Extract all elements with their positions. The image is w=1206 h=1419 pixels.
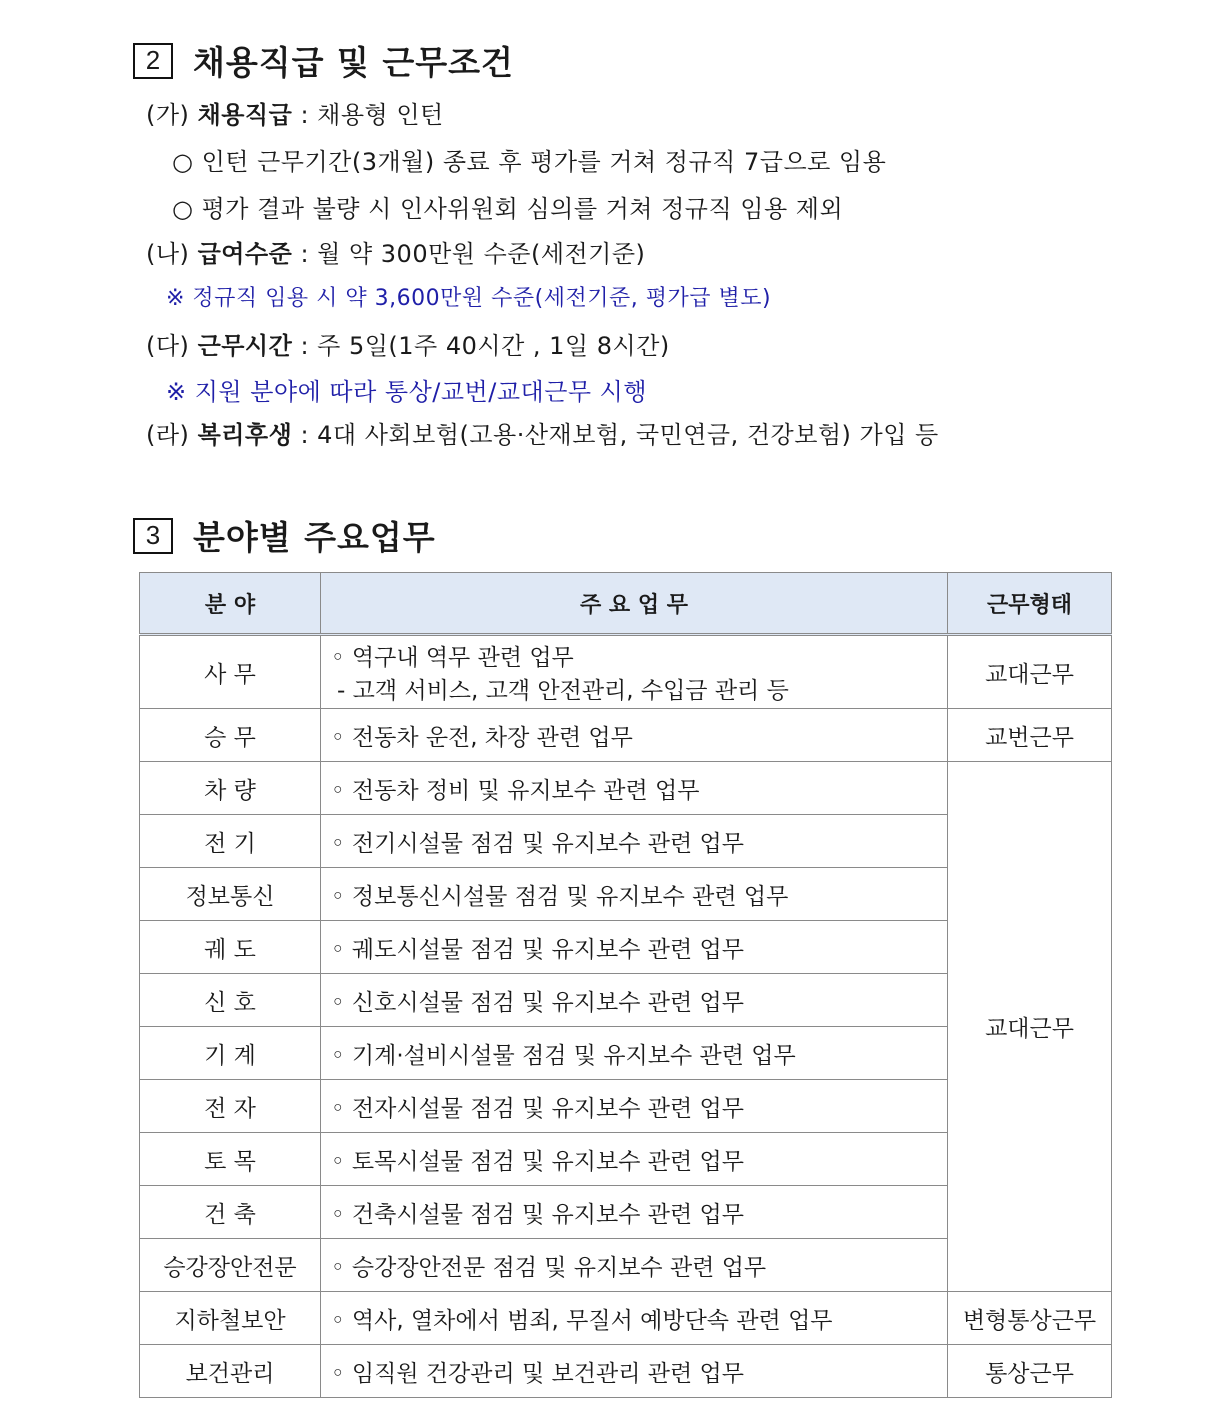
duty-cell: ◦ 임직원 건강관리 및 보건관리 관련 업무 — [321, 1345, 948, 1398]
note-shift: ※ 지원 분야에 따라 통상/교번/교대근무 시행 — [166, 378, 648, 406]
duty-cell: ◦ 신호시설물 점검 및 유지보수 관련 업무 — [321, 974, 948, 1027]
header-field: 분 야 — [140, 573, 321, 635]
item-value: 월 약 300만원 수준(세전기준) — [317, 240, 646, 268]
field-cell: 사 무 — [140, 635, 321, 709]
table-row — [140, 1345, 1112, 1398]
item-na — [146, 234, 645, 269]
duty-cell — [321, 635, 948, 709]
table-header-row — [140, 573, 1112, 635]
circle-bullet-icon: ○ — [172, 195, 194, 223]
duty-cell: ◦ 건축시설물 점검 및 유지보수 관련 업무 — [321, 1186, 948, 1239]
item-sep: : — [292, 332, 318, 360]
item-sep: : — [292, 101, 318, 129]
work-type-cell: 교대근무 — [948, 762, 1112, 1292]
duty-cell: ◦ 전자시설물 점검 및 유지보수 관련 업무 — [321, 1080, 948, 1133]
item-prefix: (가) — [146, 101, 190, 129]
field-cell: 승 무 — [140, 709, 321, 762]
duty-cell: ◦ 전기시설물 점검 및 유지보수 관련 업무 — [321, 815, 948, 868]
work-type-cell: 교번근무 — [948, 709, 1112, 762]
work-type-cell: 통상근무 — [948, 1345, 1112, 1398]
field-cell: 토 목 — [140, 1133, 321, 1186]
item-sep: : — [292, 240, 318, 268]
duty-cell: ◦ 전동차 운전, 차장 관련 업무 — [321, 709, 948, 762]
duty-cell: ◦ 기계·설비시설물 점검 및 유지보수 관련 업무 — [321, 1027, 948, 1080]
bullet-item — [172, 142, 886, 177]
header-work-type: 근무형태 — [948, 573, 1112, 635]
item-label: 근무시간 — [197, 332, 293, 360]
duty-cell: ◦ 전동차 정비 및 유지보수 관련 업무 — [321, 762, 948, 815]
item-value: 채용형 인턴 — [317, 101, 444, 129]
item-label: 복리후생 — [197, 421, 293, 449]
table-row — [140, 635, 1112, 709]
section-title: 채용직급 및 근무조건 — [193, 43, 514, 82]
field-cell: 지하철보안 — [140, 1292, 321, 1345]
work-type-cell: 교대근무 — [948, 635, 1112, 709]
item-value: 주 5일(1주 40시간 , 1일 8시간) — [317, 332, 670, 360]
work-type-cell: 변형통상근무 — [948, 1292, 1112, 1345]
section-title: 분야별 주요업무 — [193, 518, 436, 557]
field-cell: 건 축 — [140, 1186, 321, 1239]
duty-cell: ◦ 궤도시설물 점검 및 유지보수 관련 업무 — [321, 921, 948, 974]
section-number-box: 3 — [133, 518, 173, 554]
circle-bullet-icon: ○ — [172, 148, 194, 176]
item-prefix: (다) — [146, 332, 190, 360]
field-cell: 기 계 — [140, 1027, 321, 1080]
item-label: 채용직급 — [197, 101, 293, 129]
note-salary: ※ 정규직 임용 시 약 3,600만원 수준(세전기준, 평가급 별도) — [166, 286, 772, 311]
header-duty: 주 요 업 무 — [321, 573, 948, 635]
table-row — [140, 762, 1112, 815]
duty-cell: ◦ 토목시설물 점검 및 유지보수 관련 업무 — [321, 1133, 948, 1186]
item-ra — [146, 415, 939, 450]
section-2-heading — [133, 37, 514, 84]
field-cell: 전 자 — [140, 1080, 321, 1133]
field-cell: 보건관리 — [140, 1345, 321, 1398]
bullet-item — [172, 189, 843, 224]
item-label: 급여수준 — [197, 240, 293, 268]
section-number-box: 2 — [133, 43, 173, 79]
field-cell: 승강장안전문 — [140, 1239, 321, 1292]
field-cell: 신 호 — [140, 974, 321, 1027]
bullet-text: 평가 결과 불량 시 인사위원회 심의를 거쳐 정규직 임용 제외 — [201, 195, 844, 223]
bullet-text: 인턴 근무기간(3개월) 종료 후 평가를 거쳐 정규직 7급으로 임용 — [201, 148, 887, 176]
duty-cell: ◦ 승강장안전문 점검 및 유지보수 관련 업무 — [321, 1239, 948, 1292]
field-cell: 차 량 — [140, 762, 321, 815]
item-da — [146, 326, 670, 361]
duty-cell: ◦ 정보통신시설물 점검 및 유지보수 관련 업무 — [321, 868, 948, 921]
item-prefix: (나) — [146, 240, 190, 268]
item-prefix: (라) — [146, 421, 190, 449]
table-row — [140, 709, 1112, 762]
section-3-heading — [133, 512, 436, 559]
field-cell: 정보통신 — [140, 868, 321, 921]
item-ga — [146, 95, 444, 130]
table-row — [140, 1292, 1112, 1345]
duty-text: ◦ 역구내 역무 관련 업무 — [331, 645, 574, 671]
duties-table — [139, 572, 1112, 1398]
item-value: 4대 사회보험(고용·산재보험, 국민연금, 건강보험) 가입 등 — [317, 421, 939, 449]
duty-subtext: - 고객 서비스, 고객 안전관리, 수입금 관리 등 — [337, 678, 789, 704]
duty-cell: ◦ 역사, 열차에서 범죄, 무질서 예방단속 관련 업무 — [321, 1292, 948, 1345]
field-cell: 전 기 — [140, 815, 321, 868]
item-sep: : — [292, 421, 318, 449]
field-cell: 궤 도 — [140, 921, 321, 974]
